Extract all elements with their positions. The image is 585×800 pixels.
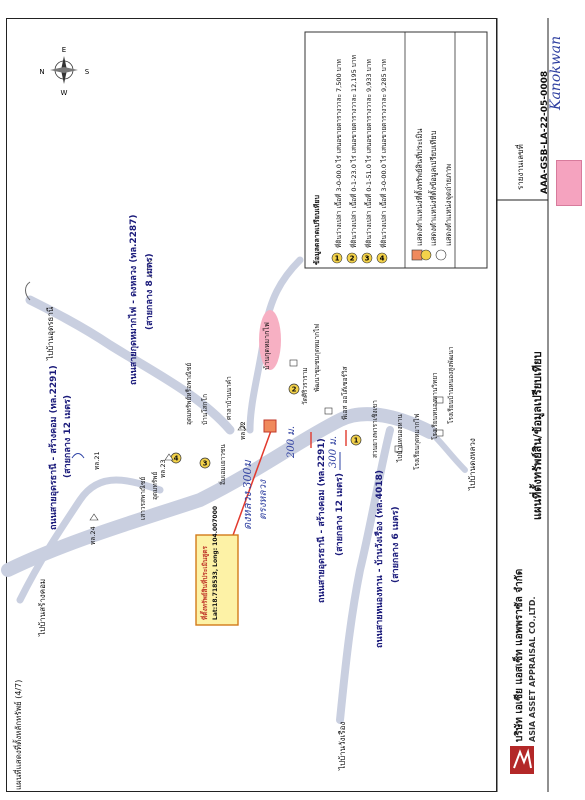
road-label-2287: ถนนสายกุดหมากไฟ - ดงหลวง (ทล.2287) [129,214,139,385]
page-note: แผนที่แสดงที่ตั้งหลักทรัพย์ (4/7) [14,679,23,790]
place-label: บ้านโสกโก [201,393,209,425]
compare-row-1-price: 7,500 บาท [335,59,343,92]
compass-e-label: E [61,46,67,54]
handwritten-signature: Kanokwan [548,35,564,110]
legend-comparison-swatch [421,250,431,260]
company-name-en: ASIA ASSET APPRAISAL CO.,LTD. [528,596,537,742]
place-label: โรงเรียนหนองหานวิทยา [431,372,439,440]
compare-row-2-price: 12,195 บาท [350,55,358,92]
road-network [8,260,465,720]
place-label: อุดมทรัพย์ [151,471,159,500]
subject-marker [264,420,276,432]
svg-text:3: 3 [364,254,370,263]
compare-row-4: ที่ดินว่างเปล่า เนื้อที่ 3-0-00.0 ไร่ เสนอขายตารางวาละ [380,93,388,248]
comparison-marker-2 [289,384,299,394]
svg-text:1: 1 [334,254,340,263]
direction-label-west: ไปบ้านสร้างคอม [38,578,47,636]
pink-place-label: บ้านกุดหมากไฟ [263,322,271,370]
place-label: ไปบ้านหนองหาน [396,414,404,462]
temple-icon [90,514,98,520]
legend-photo-swatch [436,250,446,260]
legend-item-photo: แสดงตำแหน่งจุดถ่ายภาพ [444,163,453,246]
place-label: ทล.23 [159,459,167,478]
place-label: วัดศิริวราราม [301,367,309,405]
handwritten-note: 300 ม. [328,435,339,468]
place-label: ทล.24 [89,526,97,545]
svg-text:4: 4 [379,254,385,263]
direction-label-south: ไปบ้านวังเรือง [338,721,347,770]
place-label: ทล.21 [93,451,101,470]
svg-text:3: 3 [202,459,208,468]
subject-box-coords: Lat:18.718533, Long: 104.007000 [212,505,219,620]
handwritten-note: ดงหลวง 300ม [241,460,254,530]
place-label: อุดมทรัพย์หรือพาณิชย์ [185,362,193,425]
building-icon [325,408,332,414]
place-label: โรงเรียนบ้านหนองสูงพัฒนา [447,346,455,424]
compare-row-3-price: 9,933 บาท [365,59,373,92]
legend-subject-swatch [412,250,422,260]
road-label-2291-east-width: (สายกลาง 12 เมตร) [335,473,345,556]
direction-label-east: ไปบ้านดงหลวง [468,438,477,490]
subject-box-title: ที่ตั้งทรัพย์สินที่ประเมินสูตร [201,546,209,620]
legend-item-comparison: แสดงตำแหน่งที่ตั้งข้อมูลเปรียบเทียบ [429,130,438,246]
comparison-marker-4 [171,453,181,463]
road-label-4018-width: (สายกลาง 6 เมตร) [391,506,401,583]
svg-text:2: 2 [291,385,297,394]
handwritten-note: 200 ม. [286,425,297,458]
place-label: พัฒนาชุมชนกุดหมากไฟ [313,324,321,392]
place-label: สวนยางพาราเชิงเขา [371,400,379,458]
legend-item-subject: แสดงตำแหน่งที่ตั้งทรัพย์สินที่ประเมิน [415,128,424,246]
road-label-2291-west-width: (สายกลาง 12 เมตร) [63,395,73,478]
compass-s-label: S [84,68,90,76]
svg-text:4: 4 [173,454,179,463]
road-label-2291-west: ถนนสายอุดรธานี - สร้างคอม (ทล.2291) [49,365,59,530]
compare-title: ข้อมูลตลาดเปรียบเทียบ [313,195,321,265]
compass-icon [50,56,78,84]
comparison-marker-1 [351,435,361,445]
road-label-4018: ถนนสายหนองหาน - บ้านวังเรือง (ทล.4018) [375,470,385,648]
page-tab [556,160,582,206]
company-logo [510,746,534,774]
place-label: ศาลาบ้านนาคำ [225,376,233,420]
building-icon [290,360,297,366]
compass-n-label: N [39,68,45,76]
company-name-th: บริษัท เอเซีย แอสเซ็ท แอพพราซัล จำกัด [514,568,525,742]
road-label-2287-width: (สายกลาง 8 เมตร) [145,253,155,330]
compare-row-3: ที่ดินว่างเปล่า เนื้อที่ 0-1-51.0 ไร่ เสนอขายตารางวาละ [365,93,373,248]
place-label: พีเอส ออโต้เซอร์วิส [341,366,349,420]
comparison-marker-3 [200,458,210,468]
place-label: ทล.22 [239,421,247,440]
handwritten-note: ตรงหลวง [258,480,269,520]
direction-label-north: ไปบ้านอุดรธานี [46,306,55,360]
compare-row-1: ที่ดินว่างเปล่า เนื้อที่ 3-0-00.0 ไร่ เสนอขายตารางวาละ [335,93,343,248]
svg-text:1: 1 [353,436,359,445]
report-no: AAA-GSB-LA-22-05-0008 [540,70,550,194]
place-label: โรงเรียนกุดหมากไฟ [413,413,421,470]
compare-row-2: ที่ดินว่างเปล่า เนื้อที่ 0-1-23.0 ไร่ เสนอขายตารางวาละ [350,93,358,248]
report-no-label: รายงานเลขที่ [516,144,525,190]
road-label-2291-east: ถนนสายอุดรธานี - สร้างคอม (ทล.2291) [317,438,327,603]
legend-frame [305,32,487,268]
page-title: แผนที่ตั้งทรัพย์สิน/ข้อมูลเปรียบเทียบ [531,351,544,520]
svg-text:2: 2 [349,254,355,263]
place-label: อิ่มเอมเยาวชน [219,444,227,485]
compass-w-label: W [60,89,68,97]
compare-row-4-price: 9,285 บาท [380,59,388,92]
place-label: เสาวรสพาณิชย์ [139,476,147,520]
